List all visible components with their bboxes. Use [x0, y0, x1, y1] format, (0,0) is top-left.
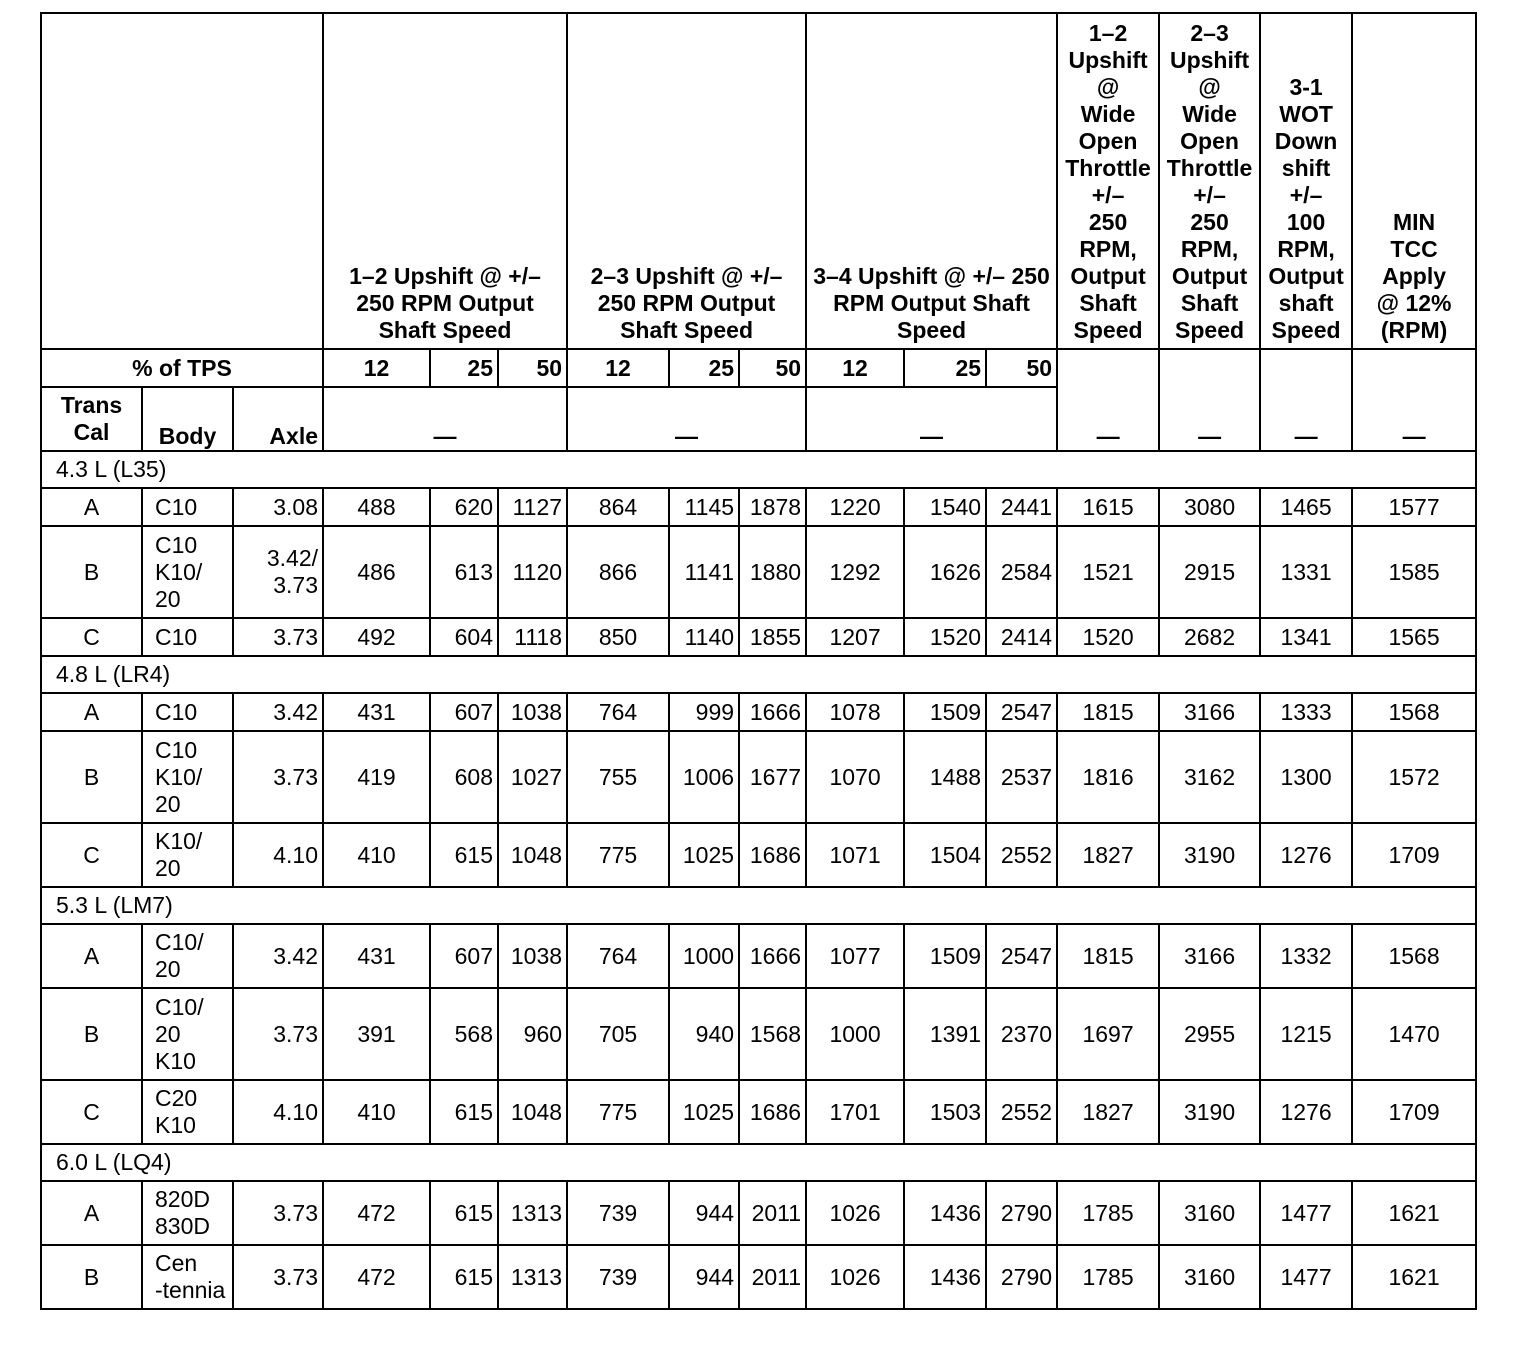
dash-1-2: —	[323, 387, 567, 451]
wot-2-3-cell: 3080	[1159, 488, 1260, 526]
upshift-2-3-tps50-cell: 2011	[739, 1245, 806, 1309]
wot-3-1-cell: 1332	[1260, 924, 1352, 988]
upshift-3-4-tps25-cell: 1503	[904, 1080, 986, 1144]
wot-2-3-cell: 3166	[1159, 924, 1260, 988]
min-tcc-cell: 1709	[1352, 823, 1476, 887]
engine-section-row	[41, 1144, 1476, 1181]
wot-3-1-cell: 1341	[1260, 618, 1352, 656]
wot-2-3-cell: 2915	[1159, 526, 1260, 618]
upshift-2-3-tps50-cell: 1855	[739, 618, 806, 656]
upshift-3-4-tps50-cell: 2370	[986, 988, 1057, 1080]
trans-cal-cell: C	[41, 618, 142, 656]
axle-cell: 3.42	[233, 693, 323, 731]
upshift-2-3-tps12-cell: 850	[567, 618, 669, 656]
wot-2-3-cell: 3160	[1159, 1181, 1260, 1245]
table-row	[41, 1181, 1476, 1245]
header-wot-1-2: 1–2 Upshift @ Wide Open Throttle +/– 250 RPM, Output Shaft Speed	[1057, 13, 1159, 349]
upshift-2-3-tps25-cell: 1141	[669, 526, 739, 618]
upshift-3-4-tps50-cell: 2552	[986, 823, 1057, 887]
header-wot-3-1: 3-1 WOT Down shift +/– 100 RPM, Output shaft Speed	[1260, 13, 1352, 349]
body-cell: C10	[142, 693, 233, 731]
axle-cell: 3.73	[233, 618, 323, 656]
upshift-2-3-tps50-cell: 1666	[739, 693, 806, 731]
trans-cal-cell: C	[41, 823, 142, 887]
trans-cal-header: Trans Cal	[41, 387, 142, 451]
upshift-2-3-tps12-cell: 775	[567, 823, 669, 887]
trans-cal-cell: B	[41, 731, 142, 823]
upshift-3-4-tps12-cell: 1701	[806, 1080, 904, 1144]
wot-3-1-cell: 1331	[1260, 526, 1352, 618]
min-tcc-cell: 1568	[1352, 693, 1476, 731]
upshift-1-2-tps50-cell: 1118	[498, 618, 567, 656]
upshift-2-3-tps12-cell: 739	[567, 1181, 669, 1245]
wot-2-3-cell: 2955	[1159, 988, 1260, 1080]
upshift-2-3-tps12-cell: 755	[567, 731, 669, 823]
upshift-1-2-tps25-cell: 615	[430, 1181, 498, 1245]
upshift-2-3-tps12-cell: 764	[567, 924, 669, 988]
upshift-3-4-tps12-cell: 1077	[806, 924, 904, 988]
axle-cell: 3.08	[233, 488, 323, 526]
table-row	[41, 526, 1476, 618]
upshift-1-2-tps50-cell: 1038	[498, 693, 567, 731]
upshift-1-2-tps25-cell: 615	[430, 1245, 498, 1309]
upshift-1-2-tps50-cell: 1048	[498, 823, 567, 887]
upshift-1-2-tps12-cell: 486	[323, 526, 430, 618]
body-cell: C20 K10	[142, 1080, 233, 1144]
min-tcc-cell: 1621	[1352, 1245, 1476, 1309]
body-cell: C10/ 20 K10	[142, 988, 233, 1080]
wot-1-2-cell: 1827	[1057, 1080, 1159, 1144]
min-tcc-cell: 1572	[1352, 731, 1476, 823]
upshift-3-4-tps12-cell: 1207	[806, 618, 904, 656]
upshift-2-3-tps50-cell: 1686	[739, 1080, 806, 1144]
tps-12-3: 12	[567, 349, 669, 387]
upshift-2-3-tps25-cell: 1025	[669, 823, 739, 887]
upshift-1-2-tps12-cell: 431	[323, 924, 430, 988]
min-tcc-cell: 1709	[1352, 1080, 1476, 1144]
wot-2-3-cell: 3190	[1159, 1080, 1260, 1144]
tps-50-3: 50	[739, 349, 806, 387]
upshift-2-3-tps12-cell: 866	[567, 526, 669, 618]
wot-3-1-cell: 1300	[1260, 731, 1352, 823]
body-cell: C10 K10/ 20	[142, 526, 233, 618]
wot-2-3-cell: 2682	[1159, 618, 1260, 656]
trans-cal-cell: A	[41, 1181, 142, 1245]
axle-cell: 3.73	[233, 1245, 323, 1309]
body-cell: C10	[142, 488, 233, 526]
upshift-3-4-tps12-cell: 1070	[806, 731, 904, 823]
engine-label: 6.0 L (LQ4)	[41, 1144, 1476, 1181]
upshift-3-4-tps50-cell: 2414	[986, 618, 1057, 656]
upshift-3-4-tps12-cell: 1071	[806, 823, 904, 887]
engine-label: 4.8 L (LR4)	[41, 656, 1476, 693]
upshift-2-3-tps50-cell: 2011	[739, 1181, 806, 1245]
upshift-3-4-tps12-cell: 1026	[806, 1181, 904, 1245]
trans-cal-cell: C	[41, 1080, 142, 1144]
trans-cal-cell: B	[41, 526, 142, 618]
upshift-3-4-tps25-cell: 1436	[904, 1181, 986, 1245]
upshift-3-4-tps50-cell: 2790	[986, 1245, 1057, 1309]
wot-3-1-cell: 1333	[1260, 693, 1352, 731]
dash-wot-2-3: —	[1159, 349, 1260, 451]
dash-min-tcc: —	[1352, 349, 1476, 451]
upshift-3-4-tps25-cell: 1520	[904, 618, 986, 656]
upshift-3-4-tps50-cell: 2537	[986, 731, 1057, 823]
upshift-1-2-tps25-cell: 615	[430, 1080, 498, 1144]
tps-25-4: 25	[904, 349, 986, 387]
table-row	[41, 618, 1476, 656]
upshift-3-4-tps12-cell: 1078	[806, 693, 904, 731]
trans-cal-cell: A	[41, 488, 142, 526]
table-row	[41, 1245, 1476, 1309]
wot-2-3-cell: 3190	[1159, 823, 1260, 887]
wot-2-3-cell: 3160	[1159, 1245, 1260, 1309]
wot-1-2-cell: 1615	[1057, 488, 1159, 526]
tps-25-2: 25	[430, 349, 498, 387]
upshift-1-2-tps12-cell: 472	[323, 1245, 430, 1309]
upshift-3-4-tps25-cell: 1488	[904, 731, 986, 823]
upshift-2-3-tps50-cell: 1666	[739, 924, 806, 988]
wot-3-1-cell: 1215	[1260, 988, 1352, 1080]
tps-12-2: 12	[323, 349, 430, 387]
upshift-2-3-tps12-cell: 739	[567, 1245, 669, 1309]
upshift-3-4-tps25-cell: 1509	[904, 924, 986, 988]
upshift-2-3-tps50-cell: 1686	[739, 823, 806, 887]
wot-3-1-cell: 1276	[1260, 823, 1352, 887]
trans-cal-cell: A	[41, 693, 142, 731]
upshift-1-2-tps25-cell: 613	[430, 526, 498, 618]
upshift-1-2-tps25-cell: 620	[430, 488, 498, 526]
upshift-2-3-tps25-cell: 1140	[669, 618, 739, 656]
wot-3-1-cell: 1465	[1260, 488, 1352, 526]
upshift-2-3-tps25-cell: 940	[669, 988, 739, 1080]
upshift-2-3-tps12-cell: 705	[567, 988, 669, 1080]
axle-cell: 3.73	[233, 731, 323, 823]
upshift-2-3-tps25-cell: 999	[669, 693, 739, 731]
upshift-3-4-tps50-cell: 2441	[986, 488, 1057, 526]
upshift-2-3-tps25-cell: 1006	[669, 731, 739, 823]
upshift-3-4-tps12-cell: 1026	[806, 1245, 904, 1309]
upshift-3-4-tps50-cell: 2547	[986, 924, 1057, 988]
body-cell: K10/ 20	[142, 823, 233, 887]
body-cell: Cen -tennia	[142, 1245, 233, 1309]
upshift-3-4-tps50-cell: 2547	[986, 693, 1057, 731]
engine-label: 5.3 L (LM7)	[41, 887, 1476, 924]
upshift-1-2-tps50-cell: 1048	[498, 1080, 567, 1144]
table-row	[41, 1080, 1476, 1144]
engine-label: 4.3 L (L35)	[41, 451, 1476, 488]
upshift-3-4-tps25-cell: 1504	[904, 823, 986, 887]
upshift-3-4-tps25-cell: 1509	[904, 693, 986, 731]
trans-cal-cell: B	[41, 1245, 142, 1309]
wot-2-3-cell: 3162	[1159, 731, 1260, 823]
tps-label: % of TPS	[41, 349, 323, 387]
upshift-1-2-tps25-cell: 607	[430, 924, 498, 988]
body-cell: C10/ 20	[142, 924, 233, 988]
axle-cell: 4.10	[233, 1080, 323, 1144]
wot-1-2-cell: 1785	[1057, 1181, 1159, 1245]
upshift-2-3-tps12-cell: 775	[567, 1080, 669, 1144]
blank-header-cell	[41, 13, 323, 349]
wot-3-1-cell: 1477	[1260, 1181, 1352, 1245]
wot-1-2-cell: 1827	[1057, 823, 1159, 887]
upshift-1-2-tps12-cell: 431	[323, 693, 430, 731]
tps-12-4: 12	[806, 349, 904, 387]
header-row	[41, 13, 1476, 349]
wot-1-2-cell: 1521	[1057, 526, 1159, 618]
upshift-1-2-tps25-cell: 608	[430, 731, 498, 823]
upshift-1-2-tps25-cell: 604	[430, 618, 498, 656]
upshift-3-4-tps50-cell: 2552	[986, 1080, 1057, 1144]
header-min-tcc: MIN TCC Apply @ 12% (RPM)	[1352, 13, 1476, 349]
body-cell: C10 K10/ 20	[142, 731, 233, 823]
upshift-1-2-tps50-cell: 1127	[498, 488, 567, 526]
min-tcc-cell: 1621	[1352, 1181, 1476, 1245]
wot-1-2-cell: 1697	[1057, 988, 1159, 1080]
trans-cal-cell: A	[41, 924, 142, 988]
wot-3-1-cell: 1276	[1260, 1080, 1352, 1144]
upshift-2-3-tps50-cell: 1568	[739, 988, 806, 1080]
upshift-1-2-tps50-cell: 1313	[498, 1245, 567, 1309]
axle-cell: 3.73	[233, 1181, 323, 1245]
upshift-2-3-tps50-cell: 1878	[739, 488, 806, 526]
wot-2-3-cell: 3166	[1159, 693, 1260, 731]
upshift-2-3-tps25-cell: 1000	[669, 924, 739, 988]
upshift-1-2-tps12-cell: 488	[323, 488, 430, 526]
axle-cell: 4.10	[233, 823, 323, 887]
table-row	[41, 731, 1476, 823]
header-2-3-upshift: 2–3 Upshift @ +/– 250 RPM Output Shaft Speed	[567, 13, 806, 349]
upshift-3-4-tps25-cell: 1540	[904, 488, 986, 526]
min-tcc-cell: 1565	[1352, 618, 1476, 656]
upshift-2-3-tps25-cell: 944	[669, 1181, 739, 1245]
header-wot-2-3: 2–3 Upshift @ Wide Open Throttle +/– 250 RPM, Output Shaft Speed	[1159, 13, 1260, 349]
header-1-2-upshift: 1–2 Upshift @ +/– 250 RPM Output Shaft Speed	[323, 13, 567, 349]
upshift-1-2-tps50-cell: 1120	[498, 526, 567, 618]
trans-cal-cell: B	[41, 988, 142, 1080]
upshift-2-3-tps25-cell: 1145	[669, 488, 739, 526]
upshift-2-3-tps25-cell: 1025	[669, 1080, 739, 1144]
upshift-1-2-tps25-cell: 568	[430, 988, 498, 1080]
upshift-3-4-tps12-cell: 1000	[806, 988, 904, 1080]
upshift-1-2-tps50-cell: 1313	[498, 1181, 567, 1245]
upshift-1-2-tps50-cell: 1027	[498, 731, 567, 823]
wot-3-1-cell: 1477	[1260, 1245, 1352, 1309]
min-tcc-cell: 1585	[1352, 526, 1476, 618]
upshift-2-3-tps12-cell: 864	[567, 488, 669, 526]
body-cell: C10	[142, 618, 233, 656]
table-row	[41, 924, 1476, 988]
axle-cell: 3.42	[233, 924, 323, 988]
upshift-1-2-tps25-cell: 615	[430, 823, 498, 887]
upshift-1-2-tps12-cell: 410	[323, 1080, 430, 1144]
axle-header: Axle	[233, 387, 323, 451]
wot-1-2-cell: 1815	[1057, 924, 1159, 988]
tps-25-3: 25	[669, 349, 739, 387]
tps-50-2: 50	[498, 349, 567, 387]
upshift-3-4-tps50-cell: 2790	[986, 1181, 1057, 1245]
dash-2-3: —	[567, 387, 806, 451]
table-row	[41, 988, 1476, 1080]
table-row	[41, 693, 1476, 731]
upshift-3-4-tps25-cell: 1436	[904, 1245, 986, 1309]
table-row	[41, 823, 1476, 887]
min-tcc-cell: 1577	[1352, 488, 1476, 526]
upshift-1-2-tps50-cell: 1038	[498, 924, 567, 988]
table-row	[41, 488, 1476, 526]
axle-cell: 3.42/ 3.73	[233, 526, 323, 618]
min-tcc-cell: 1470	[1352, 988, 1476, 1080]
upshift-1-2-tps50-cell: 960	[498, 988, 567, 1080]
wot-1-2-cell: 1816	[1057, 731, 1159, 823]
upshift-1-2-tps12-cell: 492	[323, 618, 430, 656]
table-body	[41, 13, 1476, 1309]
upshift-3-4-tps25-cell: 1391	[904, 988, 986, 1080]
engine-section-row	[41, 887, 1476, 924]
dash-wot-3-1: —	[1260, 349, 1352, 451]
upshift-2-3-tps25-cell: 944	[669, 1245, 739, 1309]
dash-wot-1-2: —	[1057, 349, 1159, 451]
wot-1-2-cell: 1520	[1057, 618, 1159, 656]
dash-3-4: —	[806, 387, 1057, 451]
body-header: Body	[142, 387, 233, 451]
upshift-1-2-tps12-cell: 391	[323, 988, 430, 1080]
shift-speed-table	[40, 12, 1477, 1310]
upshift-2-3-tps12-cell: 764	[567, 693, 669, 731]
upshift-1-2-tps12-cell: 419	[323, 731, 430, 823]
upshift-3-4-tps25-cell: 1626	[904, 526, 986, 618]
engine-section-row	[41, 656, 1476, 693]
upshift-1-2-tps12-cell: 472	[323, 1181, 430, 1245]
wot-1-2-cell: 1815	[1057, 693, 1159, 731]
axle-cell: 3.73	[233, 988, 323, 1080]
upshift-2-3-tps50-cell: 1880	[739, 526, 806, 618]
header-3-4-upshift: 3–4 Upshift @ +/– 250 RPM Output Shaft Speed	[806, 13, 1057, 349]
wot-1-2-cell: 1785	[1057, 1245, 1159, 1309]
upshift-2-3-tps50-cell: 1677	[739, 731, 806, 823]
upshift-1-2-tps12-cell: 410	[323, 823, 430, 887]
engine-section-row	[41, 451, 1476, 488]
tps-50-4: 50	[986, 349, 1057, 387]
upshift-3-4-tps12-cell: 1220	[806, 488, 904, 526]
upshift-1-2-tps25-cell: 607	[430, 693, 498, 731]
min-tcc-cell: 1568	[1352, 924, 1476, 988]
upshift-3-4-tps12-cell: 1292	[806, 526, 904, 618]
tps-row	[41, 349, 1476, 387]
body-cell: 820D 830D	[142, 1181, 233, 1245]
upshift-3-4-tps50-cell: 2584	[986, 526, 1057, 618]
